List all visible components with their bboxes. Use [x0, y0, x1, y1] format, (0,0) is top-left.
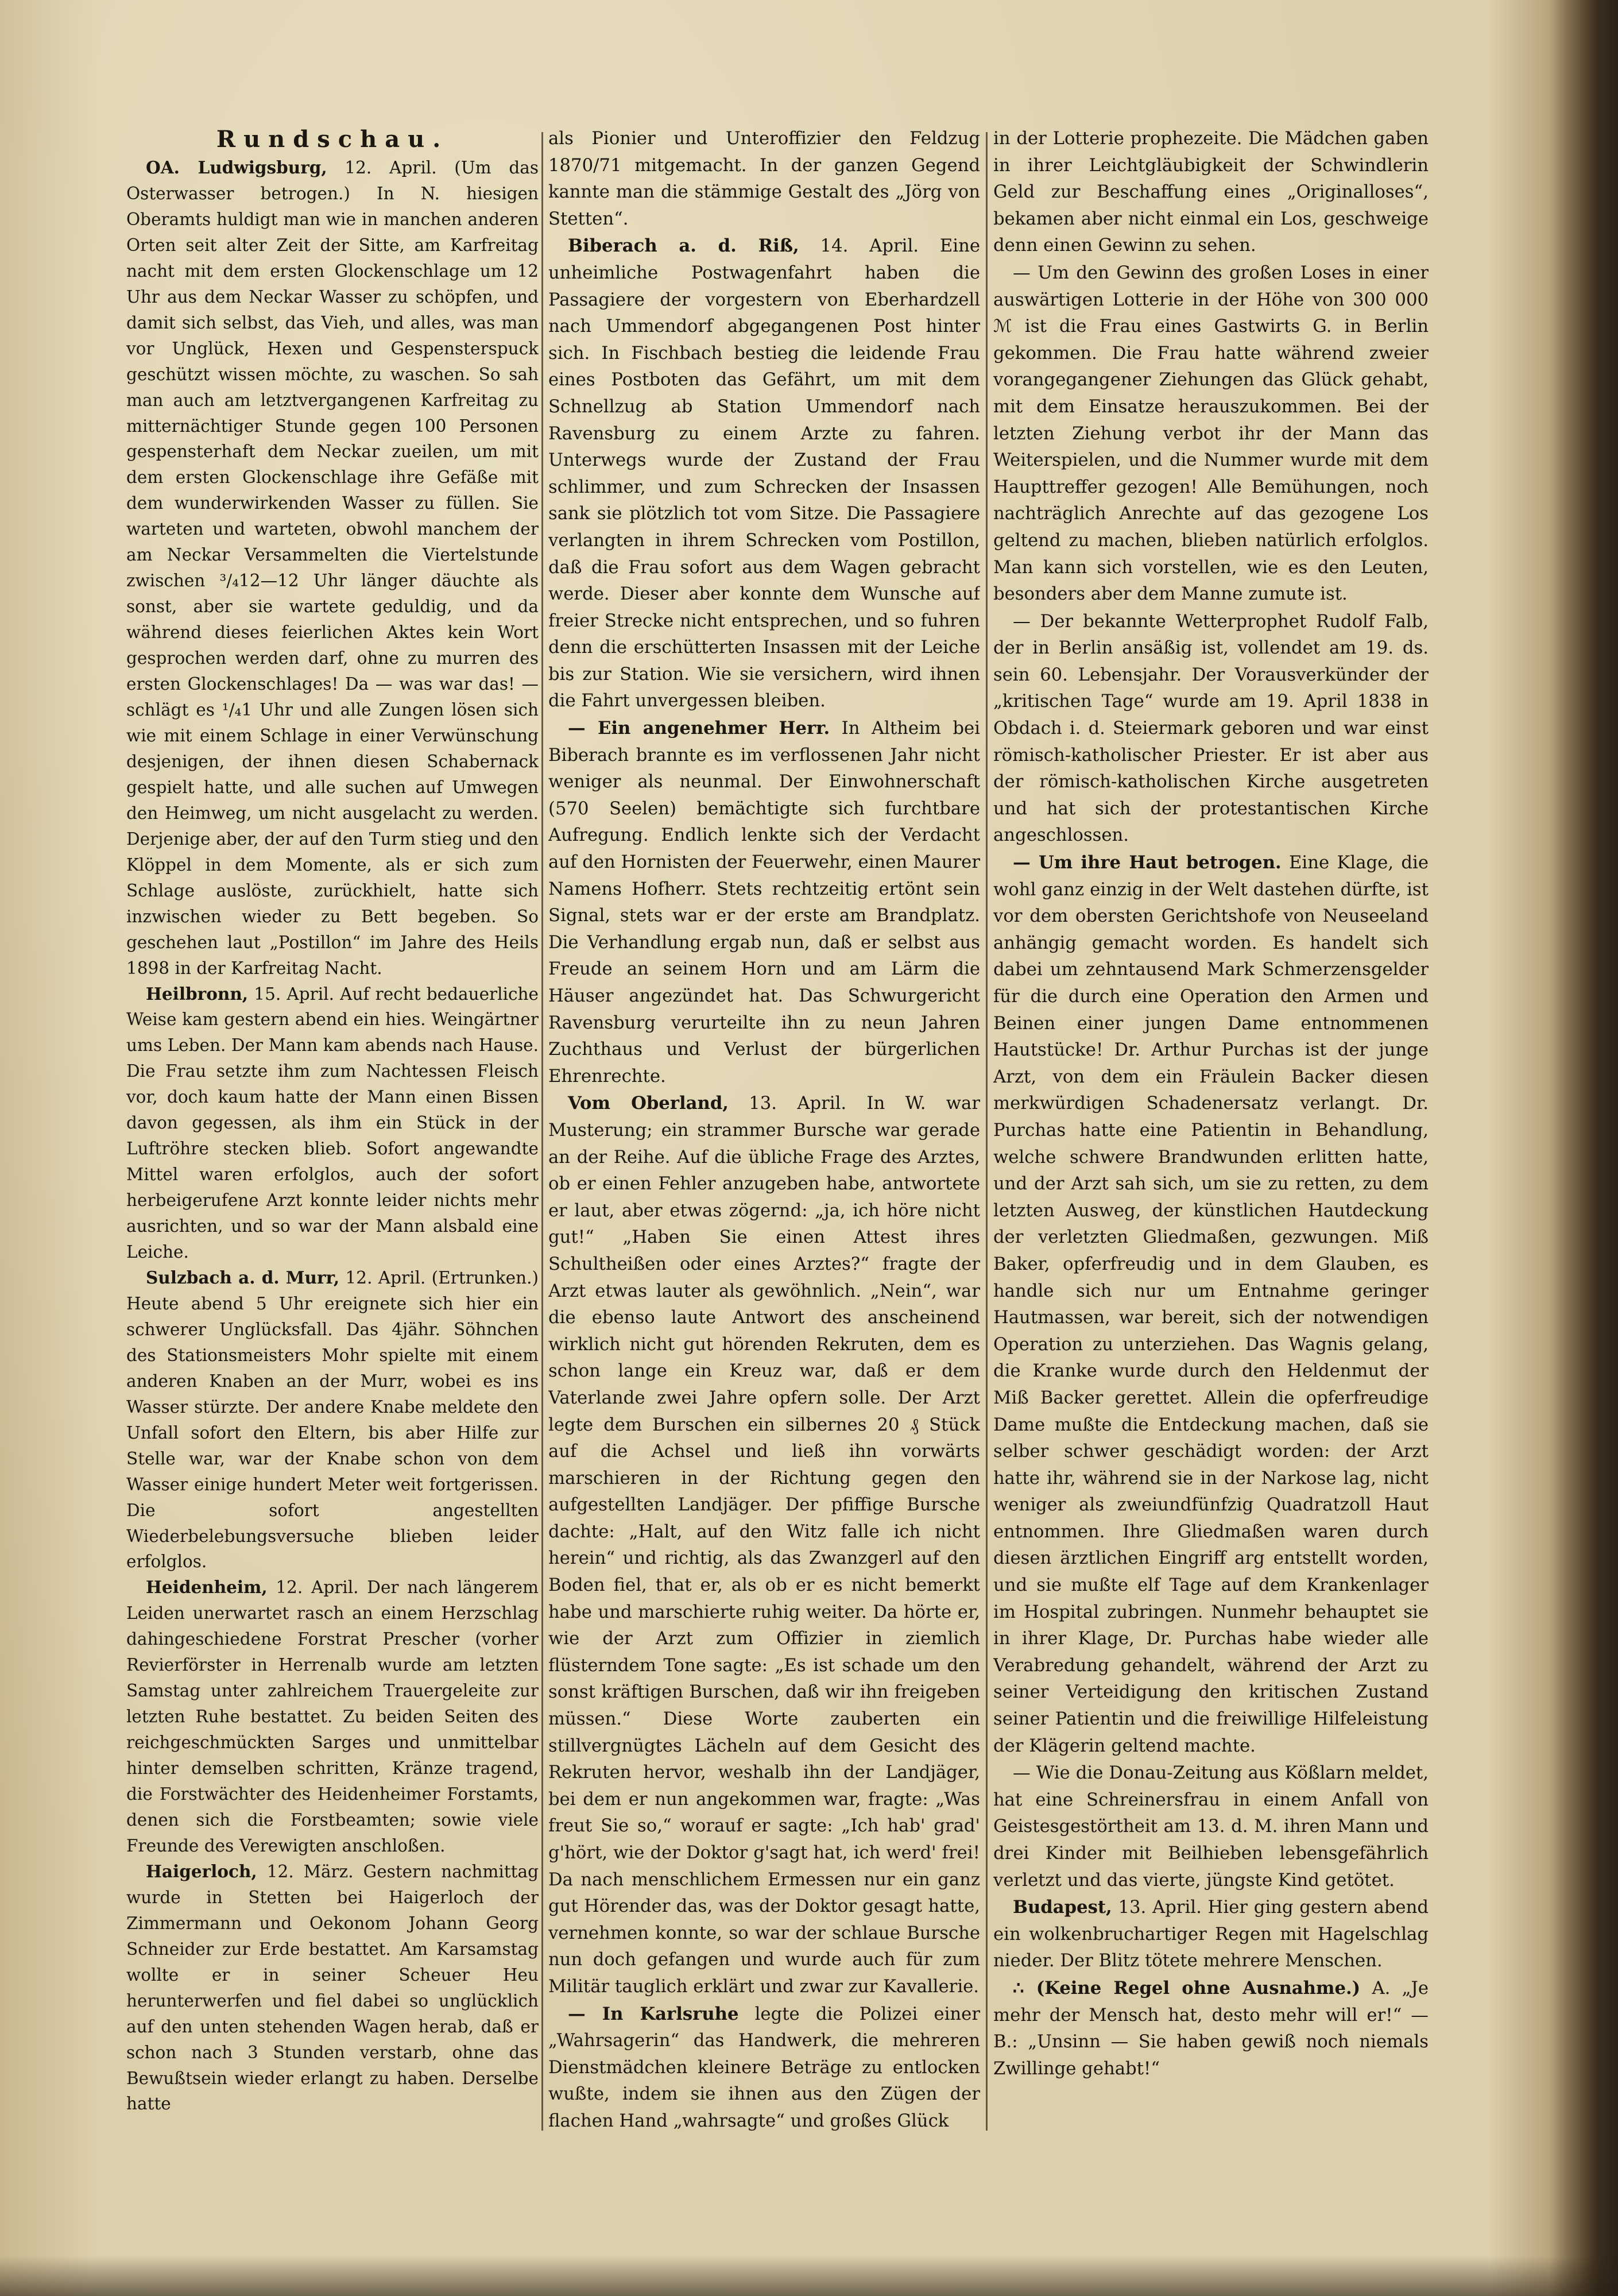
article: [993, 849, 1429, 1760]
column-1: [126, 125, 539, 2141]
article: [126, 1575, 539, 1858]
article: [126, 981, 539, 1265]
article-dateline: Vom Oberland,: [568, 1093, 729, 1114]
article-text: 12. April. (Ertrunken.) Heute abend 5 Uhr ereignete sich hier ein schwerer Unglücksfall. Das 4jähr. Söhnchen des Stationsmeisters Mohr spielte mit einem anderen Knaben an der Murr, wobei es ins Wasser stürzte. Der andere Knabe meldete den Unfall sofort den Eltern, bis aber Hilfe zur Stelle war, war der Knabe schon von dem Wasser einige hundert Meter weit fortgerissen. Die sofort angestellten Wiederbelebungsversuche blieben leider erfolglos.: [126, 1267, 539, 1572]
article-dateline: OA. Ludwigsburg,: [146, 157, 327, 177]
article-text: — Um den Gewinn des großen Loses in einer auswärtigen Lotterie in der Höhe von 300 000 ℳ ist die Frau eines Gastwirts G. in Berlin gekommen. Die Frau hatte während zweier vorangegangener Ziehungen das Glück gehabt, mit dem Einsatze herauszukommen. Bei der letzten Ziehung verbot ihr der Mann das Weiterspielen, und die Nummer wurde mit dem Haupttreffer gezogen! Alle Bemühungen, noch nachträglich Anrechte auf das gezogene Los geltend zu machen, blieben natürlich erfolglos. Man kann sich vorstellen, wie es den Leuten, besonders aber dem Manne zumute ist.: [993, 262, 1429, 605]
article: [126, 1265, 539, 1575]
article-dateline: ∴ (Keine Regel ohne Ausnahme.): [1013, 1977, 1361, 1999]
article-text: — Der bekannte Wetterprophet Rudolf Falb, der in Berlin ansäßig ist, vollendet am 19. ds. sein 60. Lebensjahr. Der Vorausverkünder der „kritischen Tage“ wurde am 19. April 1838 in Obdach i. d. Steiermark geboren und war einst römisch-katholischer Priester. Er ist aber aus der römisch-katholischen Kirche ausgetreten und hat sich der protestantischen Kirche angeschlossen.: [993, 611, 1429, 846]
article: [993, 608, 1429, 849]
article: [548, 233, 980, 715]
article: [126, 1859, 539, 2117]
column-divider: [986, 132, 988, 2131]
column-3: [993, 125, 1429, 2141]
column-divider: [541, 132, 543, 2131]
article-dateline: — Um ihre Haut betrogen.: [1013, 852, 1282, 873]
article: [993, 1760, 1429, 1894]
article-dateline: Heidenheim,: [146, 1577, 268, 1598]
article-text: 13. April. In W. war Musterung; ein strammer Bursche war gerade an der Reihe. Auf die übliche Frage des Arztes, ob er einen Fehler anzugeben habe, antwortete er laut, aber etwas zögernd: „ja, ich höre nicht gut!“ „Haben Sie einen Attest ihres Schultheißen oder eines Arztes?“ fragte der Arzt etwas lauter als gewöhnlich. „Nein“, war die ebenso laute Antwort des anscheinend wirklich nicht gut hörenden Rekruten, dem es schon lange ein Kreuz war, daß er dem Vaterlande zwei Jahre opfern solle. Der Arzt legte dem Burschen ein silbernes 20 ₰ Stück auf die Achsel und ließ ihn vorwärts marschieren in der Richtung gegen den aufgestellten Landjäger. Der pfiffige Bursche dachte: „Halt, auf den Witz falle ich nicht herein“ und richtig, als das Zwanzgerl auf den Boden fiel, that er, als ob er es nicht bemerkt habe und marschierte ruhig weiter. Da hörte er, wie der Arzt zum Offizier in ziemlich flüsterndem Tone sagte: „Es ist schade um den sonst kräftigen Burschen, daß wir ihn freigeben müssen.“ Diese Worte zauberten ein stillvergnügtes Lächeln auf dem Gesicht des Rekruten hervor, weshalb ihn der Landjäger, bei dem er nun angekommen war, fragte: „Was freut Sie so,“ worauf er sagte: „Ich hab' grad' g'hört, wie der Doktor g'sagt hat, ich werd' frei! Da nach menschlichem Ermessen nur ein ganz gut Hörender das, was der Doktor gesagt hatte, vernehmen konnte, so war der schlaue Bursche nun doch gefangen und wurde auch für zum Militär tauglich erklärt und zwar zur Kavallerie.: [548, 1093, 980, 1997]
article-text: In Altheim bei Biberach brannte es im verflossenen Jahr nicht weniger als neunmal. Der Einwohnerschaft (570 Seelen) bemächtigte sich furchtbare Aufregung. Endlich lenkte sich der Verdacht auf den Hornisten der Feuerwehr, einen Maurer Namens Hofherr. Stets rechtzeitig ertönt sein Signal, stets war er der erste am Brandplatz. Die Verhandlung ergab nun, daß er selbst aus Freude an seinem Horn und am Lärm die Häuser angezündet hat. Das Schwurgericht Ravensburg verurteilte ihn zu neun Jahren Zuchthaus und Verlust der bürgerlichen Ehrenrechte.: [548, 718, 980, 1087]
article: [993, 1894, 1429, 1975]
article-dateline: — Ein angenehmer Herr.: [568, 718, 830, 739]
article: [548, 715, 980, 1090]
article-text: Eine Klage, die wohl ganz einzig in der Welt dastehen dürfte, ist vor dem obersten Gerichtshofe von Neuseeland anhängig gemacht worden. Es handelt sich dabei um zehntausend Mark Schmerzensgelder für die durch eine Operation den Armen und Beinen einer jungen Dame entnommenen Hautstücke! Dr. Arthur Purchas ist der junge Arzt, von dem ein Fräulein Backer diesen merkwürdigen Schadenersatz verlangt. Dr. Purchas hatte eine Patientin in Behandlung, welche schwere Brandwunden erlitten hatte, und der Arzt sah sich, um sie zu retten, zu dem letzten Ausweg, der künstlichen Hautdeckung der verletzten Gliedmaßen, gezwungen. Miß Baker, opferfreudig und in dem Glauben, es handle sich nur um Entnahme geringer Hautmassen, war bereit, sich der notwendigen Operation zu unterziehen. Das Wagnis gelang, die Kranke wurde durch den Heldenmut der Miß Backer gerettet. Allein die opferfreudige Dame mußte die Entdeckung machen, daß sie selber schwer geschädigt worden: der Arzt hatte ihr, während sie in der Narkose lag, nicht weniger als zweiundfünfzig Quadratzoll Haut entnommen. Ihre Gliedmaßen waren durch diesen ärztlichen Eingriff arg entstellt worden, und sie mußte elf Tage auf dem Krankenlager im Hospital zubringen. Nunmehr behauptet sie in ihrer Klage, Dr. Purchas habe wieder alle Verabredung gehandelt, während der Arzt zu seiner Verteidigung den kritischen Zustand seiner Patientin und die freiwillige Hilfeleistung der Klägerin geltend machte.: [993, 853, 1429, 1756]
article-text: 12. März. Gestern nachmittag wurde in Stetten bei Haigerloch der Zimmermann und Oekonom Johann Georg Schneider zur Erde bestattet. Am Karsamstag wollte er in seiner Scheuer Heu herunterwerfen und fiel dabei so unglücklich auf den unten stehenden Wagen herab, daß er schon nach 3 Stunden verstarb, ohne das Bewußtsein wieder erlangt zu haben. Derselbe hatte: [126, 1861, 539, 2114]
article-continuation: [548, 125, 980, 233]
column-2: [548, 125, 980, 2141]
article: [993, 260, 1429, 608]
article-dateline: — In Karlsruhe: [568, 2003, 739, 2024]
article-text: — Wie die Donau-Zeitung aus Kößlarn meldet, hat eine Schreinersfrau in einem Anfall von Geistesgestörtheit am 13. d. M. ihren Mann und drei Kinder mit Beilhieben lebensgefährlich verletzt und das vierte, jüngste Kind getötet.: [993, 1763, 1429, 1891]
article: [126, 155, 539, 981]
page-bottom-shadow: [0, 2256, 1618, 2296]
article-dateline: Heilbronn,: [146, 983, 249, 1004]
article-text: A. „Je mehr der Mensch hat, desto mehr will er!“ — B.: „Unsinn — Sie haben gewiß noch niemals Zwillinge gehabt!“: [993, 1978, 1429, 2079]
article-text: in der Lotterie prophezeite. Die Mädchen gaben in ihrer Leichtgläubigkeit der Schwindlerin Geld zur Beschaffung eines „Originalloses“, bekamen aber nicht einmal ein Los, geschweige denn einen Gewinn zu sehen.: [993, 129, 1429, 256]
article-text: 15. April. Auf recht bedauerliche Weise kam gestern abend ein hies. Weingärtner ums Leben. Der Mann kam abends nach Hause. Die Frau setzte ihm zum Nachtessen Fleisch vor, doch kaum hatte der Mann einen Bissen davon gegessen, als ihm ein Stück in der Luftröhre stecken blieb. Sofort angewandte Mittel waren erfolglos, auch der sofort herbeigerufene Arzt konnte leider nichts mehr ausrichten, und so war der Mann alsbald eine Leiche.: [126, 984, 539, 1262]
article-text: legte die Polizei einer „Wahrsagerin“ das Handwerk, die mehreren Dienstmädchen kleinere Beträge zu entlocken wußte, indem sie ihnen aus den Zügen der flachen Hand „wahrsagte“ und großes Glück: [548, 2004, 980, 2131]
article-text: 12. April. (Um das Osterwasser betrogen.) In N. hiesigen Oberamts huldigt man wie in manchen anderen Orten seit alter Zeit der Sitte, am Karfreitag nacht mit dem ersten Glockenschlage um 12 Uhr aus dem Neckar Wasser zu schöpfen, und damit sich selbst, das Vieh, und alles, was man vor Unglück, Hexen und Gespensterspuck geschützt wissen möchte, zu waschen. So sah man auch am letztvergangenen Karfreitag zu mitternächtiger Stunde gegen 100 Personen gespensterhaft dem Neckar zueilen, um mit dem ersten Glockenschlage ihre Gefäße mit dem wunderwirkenden Wasser zu füllen. Sie warteten und warteten, obwohl manchem der am Neckar Versammelten die Viertelstunde zwischen ³/₄12—12 Uhr länger däuchte als sonst, aber sie wartete geduldig, und da während dieses feierlichen Aktes kein Wort gesprochen werden darf, ohne zu murren des ersten Glockenschlages! Da — was war das! — schlägt es ¹/₄1 Uhr und alle Zungen lösen sich wie mit einem Schlage in einer Verwünschung desjenigen, der ihnen diesen Schabernack gespielt hatte, und alle suchen auf Umwegen den Heimweg, um nicht ausgelacht zu werden. Derjenige aber, der auf den Turm stieg und den Klöppel in dem Momente, als er sich zum Schlage auslöste, zurückhielt, hatte sich inzwischen wieder zu Bett begeben. So geschehen laut „Postillon“ im Jahre des Heils 1898 in der Karfreitag Nacht.: [126, 158, 539, 978]
article-dateline: Budapest,: [1013, 1897, 1112, 1918]
article-dateline: Biberach a. d. Riß,: [568, 235, 799, 257]
section-heading: Rundschau.: [216, 126, 449, 153]
article: [993, 1975, 1429, 2082]
article-dateline: Haigerloch,: [146, 1861, 257, 1881]
article-text: 14. April. Eine unheimliche Postwagenfahrt haben die Passagiere der vorgestern von Eberhardzell nach Ummendorf abgegangenen Post hinter sich. In Fischbach bestieg die leidende Frau eines Postboten das Gefährt, um mit dem Schnellzug ab Station Ummendorf nach Ravensburg zu einem Arzte zu fahren. Unterwegs wurde der Zustand der Frau schlimmer, und zum Schrecken der Insassen sank sie plötzlich tot vom Sitze. Die Passagiere verlangten in ihrem Schrecken vom Postillon, daß die Frau sofort aus dem Wagen gebracht werde. Dieser aber konnte dem Wunsche auf freier Strecke nicht entsprechen, und so fuhren denn die erschütterten Insassen mit der Leiche bis zur Station. Wie sie versichern, wird ihnen die Fahrt unvergessen bleiben.: [548, 236, 980, 712]
book-binding-edge: [1549, 0, 1618, 2296]
article-text: als Pionier und Unteroffizier den Feldzug 1870/71 mitgemacht. In der ganzen Gegend kannte man die stämmige Gestalt des „Jörg von Stetten“.: [548, 129, 980, 229]
article-dateline: Sulzbach a. d. Murr,: [146, 1267, 340, 1288]
article-text: 12. April. Der nach längerem Leiden unerwartet rasch an einem Herzschlag dahingeschiedene Forstrat Prescher (vorher Revierförster in Herrenalb wurde am letzten Samstag unter zahlreichem Trauergeleite zur letzten Ruhe bestattet. Zu beiden Seiten des reichgeschmückten Sarges und unmittelbar hinter demselben schritten, Kränze tragend, die Forstwächter des Heidenheimer Forstamts, denen sich die Forstbeamten; sowie viele Freunde des Verewigten anschloßen.: [126, 1578, 539, 1856]
article: [548, 2001, 980, 2135]
article: [548, 1090, 980, 2000]
article-text: 13. April. Hier ging gestern abend ein wolkenbruchartiger Regen mit Hagelschlag nieder. Der Blitz tötete mehrere Menschen.: [993, 1897, 1429, 1972]
article-continuation: [993, 125, 1429, 260]
